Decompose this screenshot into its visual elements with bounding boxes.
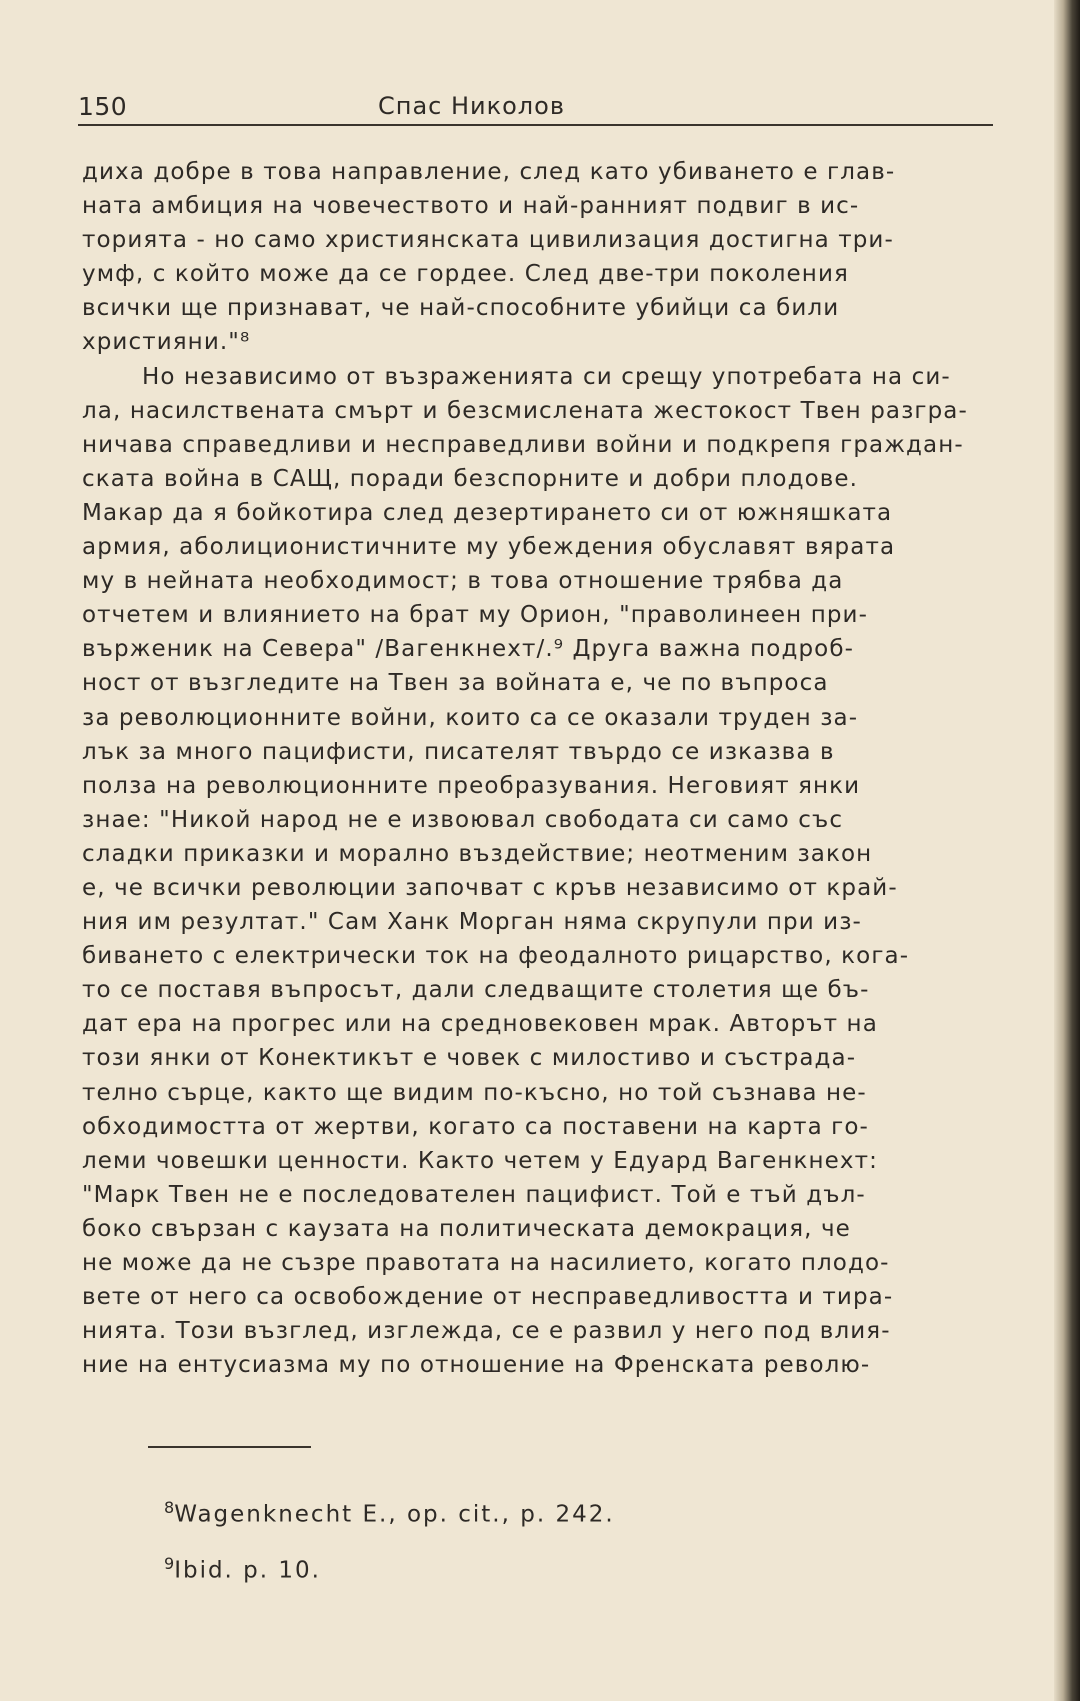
text-line: знае: "Никой народ не е извоювал свободата си само със: [82, 806, 844, 833]
footnote: [164, 1554, 321, 1584]
text-line: за революционните войни, които са се оказали труден за-: [82, 704, 859, 731]
text-line: му в нейната необходимост; в това отношение трябва да: [82, 568, 844, 595]
text-line: отчетем и влиянието на брат му Орион, "праволинеен при-: [82, 602, 868, 629]
text-line: всички ще признават, че най-способните убийци са били: [82, 295, 840, 322]
header-rule: [78, 124, 993, 126]
text-line: върженик на Севера" /Вагенкнехт/.⁹ Друга важна подроб-: [82, 636, 855, 663]
text-line: сладки приказки и морално въздействие; неотменим закон: [82, 840, 873, 867]
text-line: армия, аболиционистичните му убеждения обуславят вярата: [82, 534, 896, 561]
text-line: вете от него са освобождение от несправедливостта и тира-: [82, 1284, 894, 1311]
text-line: "Марк Твен не е последователен пацифист. Той е тъй дъл-: [82, 1181, 866, 1208]
text-line: християни."⁸: [82, 329, 251, 356]
text-line: ската война в САЩ, поради безспорните и добри плодове.: [82, 465, 859, 492]
text-line: ла, насилствената смърт и безсмислената жестокост Твен разгра-: [82, 397, 968, 424]
footnote-text: Wagenknecht E., op. cit., p. 242.: [174, 1501, 615, 1528]
text-line: ност от възгледите на Твен за войната е, че по въпроса: [82, 670, 829, 697]
text-line: боко свързан с каузата на политическата демокрация, че: [82, 1215, 851, 1242]
text-line: ната амбиция на човечеството и най-ранният подвиг в ис-: [82, 193, 860, 220]
footnote-text: Ibid. p. 10.: [174, 1557, 321, 1584]
text-line: полза на революционните преобразувания. Неговият янки: [82, 772, 861, 799]
text-line: обходимостта от жертви, когато са поставени на карта го-: [82, 1113, 869, 1140]
text-line: Макар да я бойкотира след дезертирането си от южняшката: [82, 499, 893, 526]
text-line: е, че всички революции започват с кръв независимо от край-: [82, 874, 898, 901]
text-line: ния им резултат." Сам Ханк Морган няма скрупули при из-: [82, 909, 862, 936]
text-line: нията. Този възглед, изглежда, се е развил у него под влия-: [82, 1318, 891, 1345]
binding-shadow: [1054, 0, 1080, 1701]
text-line: умф, с който може да се гордее. След две-три поколения: [82, 261, 849, 288]
text-line: диха добре в това направление, след като убиването е глав-: [82, 159, 896, 185]
footnote-marker: 9: [164, 1554, 175, 1573]
text-line: ние на ентусиазма му по отношение на Френската револю-: [82, 1352, 871, 1379]
footnote-marker: 8: [164, 1498, 175, 1517]
page-number: 150: [78, 92, 128, 121]
text-line: този янки от Конектикът е човек с милостиво и състрада-: [82, 1045, 857, 1072]
page-header: [78, 92, 993, 122]
text-line: дат ера на прогрес или на средновековен мрак. Авторът на: [82, 1011, 878, 1038]
text-line: торията - но само християнската цивилизация достигна три-: [82, 227, 894, 254]
text-line: телно сърце, както ще видим по-късно, но той съзнава не-: [82, 1079, 867, 1106]
footnote-rule: [148, 1446, 311, 1448]
running-head: Спас Николов: [378, 92, 565, 120]
text-line: не може да не съзре правотата на насилието, когато плодо-: [82, 1250, 890, 1276]
body-text: [82, 155, 1042, 1382]
text-line: леми човешки ценности. Както четем у Едуард Вагенкнехт:: [82, 1147, 878, 1174]
text-line: ничава справедливи и несправедливи войни и подкрепя граждан-: [82, 431, 964, 458]
footnote: [164, 1498, 615, 1528]
paragraph-start-line: Но независимо от възраженията си срещу употребата на си-: [142, 363, 951, 390]
text-line: лък за много пацифисти, писателят твърдо се изказва в: [82, 738, 835, 765]
text-line: биването с електрически ток на феодалното рицарство, кога-: [82, 943, 910, 970]
text-line: то се поставя въпросът, дали следващите столетия ще бъ-: [82, 977, 870, 1004]
